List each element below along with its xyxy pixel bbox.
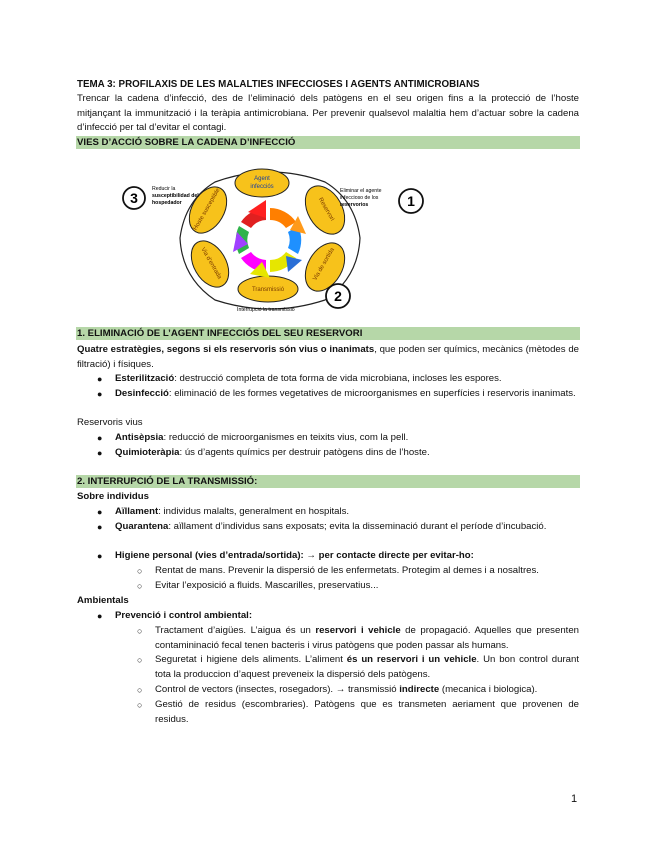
segment-transmission-label: Transmissió bbox=[251, 287, 285, 293]
number-1-text: 1 bbox=[407, 193, 415, 209]
svg-text:infecciós: infecciós bbox=[250, 184, 274, 190]
segment-reservoir-label: Reservori bbox=[316, 196, 335, 223]
infection-chain-diagram bbox=[120, 160, 430, 320]
bullet-dot: ● bbox=[97, 433, 103, 443]
note-3-line2: susceptibilidad del bbox=[152, 193, 199, 199]
sub-bullet-circle: ○ bbox=[137, 581, 143, 591]
item-quimioterapia: Quimioteràpia: ús d’agents químics per destruir patògens dins de l’hoste. bbox=[115, 447, 430, 458]
env-item-aliments: Seguretat i higiene dels aliments. L’aliment és un reservori i un vehicle. Un bon control durant tota la produccion d’aquest preveneix la dispersió dels patògens. bbox=[155, 654, 579, 680]
note-1-line1: Eliminar el agente bbox=[340, 188, 382, 194]
hygiene-item-1: Rentat de mans. Prevenir la dispersió de les enfermetats. Protegim al demes i a nosaltres. bbox=[155, 565, 539, 576]
note-3-line1: Reducir la bbox=[152, 186, 176, 192]
env-item-residus: Gestió de residus (escombraries). Patògens que es transmeten aeriament que provenen de residus. bbox=[155, 699, 579, 725]
reservoris-vius-label: Reservoris vius bbox=[77, 417, 143, 428]
segment-agent-shape bbox=[235, 169, 289, 197]
sub-bullet-circle: ○ bbox=[137, 655, 143, 665]
bullet-dot: ● bbox=[97, 507, 103, 517]
item-higiene-personal: Higiene personal (vies d’entrada/sortida): → per contacte directe per evitar-ho: bbox=[115, 550, 474, 561]
sub-bullet-circle: ○ bbox=[137, 566, 143, 576]
env-item-vectors: Control de vectors (insectes, rosegadors). → transmissió indirecte (mecanica i biologica). bbox=[155, 684, 538, 695]
bullet-dot: ● bbox=[97, 448, 103, 458]
number-2-text: 2 bbox=[334, 288, 342, 304]
sobre-individus-label: Sobre individus bbox=[77, 491, 149, 502]
sub-bullet-circle: ○ bbox=[137, 700, 143, 710]
item-desinfeccio: Desinfecció: eliminació de les formes vegetatives de microorganismes en superfícies i reservoris inanimats. bbox=[115, 388, 576, 399]
item-aillament: Aïllament: individus malalts, generalment en hospitals. bbox=[115, 506, 350, 517]
segment-host-label: Hoste susceptible bbox=[192, 187, 222, 232]
page-number: 1 bbox=[571, 793, 578, 805]
bullet-dot: ● bbox=[97, 551, 103, 561]
env-item-aigues: Tractament d’aigües. L’aigua és un reservori i vehicle de propagació. Aquelles que presenten contamininació fecal tenen bacteris i virus patògens que poden passar als humans. bbox=[155, 625, 579, 651]
number-3-text: 3 bbox=[130, 190, 138, 206]
bullet-dot: ● bbox=[97, 374, 103, 384]
note-3-line3: hospedador bbox=[152, 200, 182, 206]
note-2-text: Interrupció la transmissió bbox=[237, 307, 295, 313]
sub-bullet-circle: ○ bbox=[137, 626, 143, 636]
segment-agent-label: Agent bbox=[254, 176, 270, 182]
note-1-line3: reservorios bbox=[340, 202, 369, 208]
item-quarantena: Quarantena: aïllament d’individus sans exposats; evita la disseminació durant el període d’incubació. bbox=[115, 521, 547, 532]
segment-exit-label: Via de sortida bbox=[312, 247, 336, 282]
item-esterilitzacio: Esterilització: destrucció completa de tota forma de vida microbiana, incloses les espores. bbox=[115, 373, 502, 384]
item-antisepsia: Antisèpsia: reducció de microorganismes en teixits vius, com la pell. bbox=[115, 432, 409, 443]
hygiene-item-2: Evitar l’exposició a fluids. Mascarilles, preservatius... bbox=[155, 580, 379, 591]
section-heading-eliminacio: 1. ELIMINACIÓ DE L’AGENT INFECCIÓS DEL SEU RESERVORI bbox=[76, 327, 580, 340]
section-heading-vies: VIES D’ACCIÓ SOBRE LA CADENA D’INFECCIÓ bbox=[76, 136, 580, 149]
item-prevencio-ambiental: Prevenció i control ambiental: bbox=[115, 610, 253, 621]
section-heading-interrupcio: 2. INTERRUPCIÓ DE LA TRANSMISSIÓ: bbox=[76, 475, 580, 488]
segment-entry-label: Via d’entrada bbox=[199, 246, 223, 281]
bullet-dot: ● bbox=[97, 389, 103, 399]
page-title: TEMA 3: PROFILAXIS DE LES MALALTIES INFECCIOSES I AGENTS ANTIMICROBIANS bbox=[77, 79, 480, 90]
ambientals-label: Ambientals bbox=[77, 595, 129, 606]
note-1-line2: infeccioso de los bbox=[340, 195, 379, 201]
bullet-dot: ● bbox=[97, 522, 103, 532]
sub-bullet-circle: ○ bbox=[137, 685, 143, 695]
intro-paragraph: Trencar la cadena d’infecció, des de l’eliminació dels patògens en el seu origen fins a la protecció de l’hoste mitjançant la immunització i la teràpia antimicrobiana. Per prevenir qualsevol malaltia hem d’actuar sobre la cadena d’infecció per tal d’evitar el contagi. bbox=[77, 93, 579, 134]
bullet-dot: ● bbox=[97, 611, 103, 621]
section1-lead: Quatre estratègies, segons si els reservoris són vius o inanimats, que poden ser químics, mecànics (mètodes de filtració) i físiques. bbox=[77, 344, 579, 370]
